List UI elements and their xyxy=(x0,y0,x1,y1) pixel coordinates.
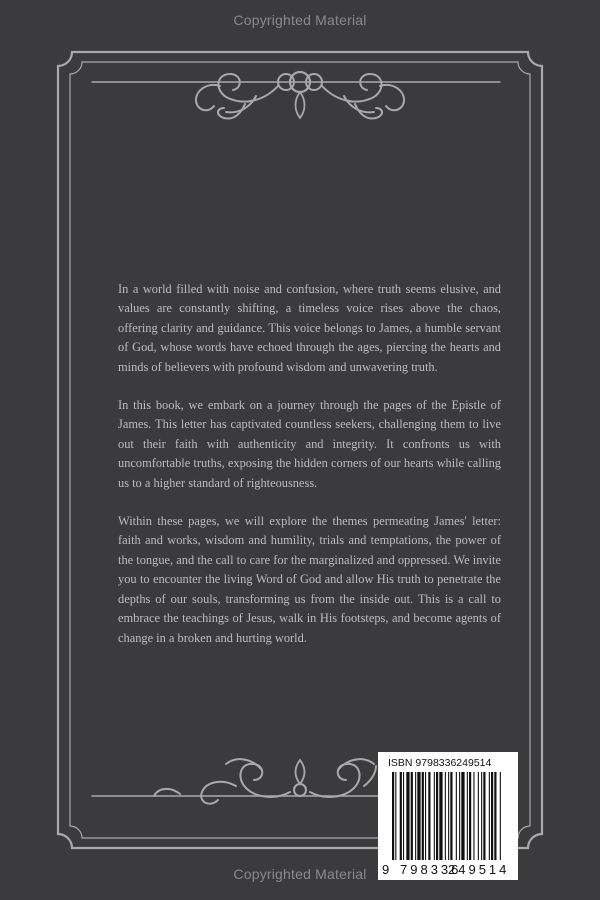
barcode-bar xyxy=(439,772,442,860)
watermark-top: Copyrighted Material xyxy=(233,12,367,28)
barcode-bar xyxy=(467,772,468,860)
barcode-bar xyxy=(425,772,426,860)
barcode-bar xyxy=(483,772,485,860)
blurb-paragraph-1: In a world filled with noise and confusion, where truth seems elusive, and values are constantly shifting, a timeless voice rises above the chaos, offering clarity and guidance. This voice belongs to James, a humble servant of God, whose words have echoed through the ages, piercing the hearts and minds of believers with profound wisdom and unwavering truth. xyxy=(118,282,501,374)
blurb-paragraph-3: Within these pages, we will explore the themes permeating James' letter: faith and works, wisdom and humility, trials and temptations, the power of the tongue, and the call to care for the marginalized and oppressed. We invite you to encounter the living Word of God and allow His truth to penetrate the depths of our souls, transforming us from the inside out. This is a call to embrace the teachings of Jesus, walk in His footsteps, and become agents of change in a broken and hurting world. xyxy=(118,514,501,645)
barcode-bar xyxy=(469,772,471,860)
barcode-bar xyxy=(395,772,396,860)
barcode-bar xyxy=(403,772,404,860)
barcode-image xyxy=(378,752,600,880)
isbn-barcode-box xyxy=(378,752,518,880)
barcode-bar xyxy=(478,772,479,860)
barcode-bar xyxy=(411,772,413,860)
top-ornament xyxy=(92,72,500,118)
barcode-bar xyxy=(436,772,438,860)
barcode-bar xyxy=(481,772,482,860)
watermark-bottom: Copyrighted Material xyxy=(233,866,367,882)
barcode-right-digits: 249514 xyxy=(448,862,510,877)
barcode-bar xyxy=(406,772,409,860)
barcode-bar xyxy=(491,772,493,860)
barcode-bar xyxy=(415,772,416,860)
barcode-bar xyxy=(473,772,474,860)
barcode-bar xyxy=(459,772,460,860)
barcode-bar xyxy=(434,772,435,860)
barcode-bar xyxy=(392,772,394,860)
barcode-bar xyxy=(456,772,457,860)
barcode-left-digits: 798336 xyxy=(400,862,462,877)
barcode-bar xyxy=(494,772,496,860)
barcode-bar xyxy=(500,772,501,860)
barcode-bar xyxy=(489,772,490,860)
barcode-bar xyxy=(450,772,452,860)
back-cover-blurb xyxy=(118,280,501,667)
barcode-bar xyxy=(461,772,464,860)
barcode-bar xyxy=(400,772,402,860)
barcode-bar xyxy=(448,772,449,860)
barcode-bar xyxy=(428,772,430,860)
barcode-bar xyxy=(445,772,446,860)
isbn-label: ISBN 9798336249514 xyxy=(388,757,492,769)
bottom-ornament xyxy=(92,759,380,804)
barcode-bar xyxy=(422,772,424,860)
barcode-lead-digit: 9 xyxy=(382,862,390,877)
barcode-bar xyxy=(417,772,420,860)
blurb-paragraph-2: In this book, we embark on a journey through the pages of the Epistle of James. This letter has captivated countless seekers, challenging them to live out their faith with authenticity and integrity. It confronts us with uncomfortable truths, exposing the hidden corners of our hearts while calling us to a higher standard of righteousness. xyxy=(118,398,501,490)
